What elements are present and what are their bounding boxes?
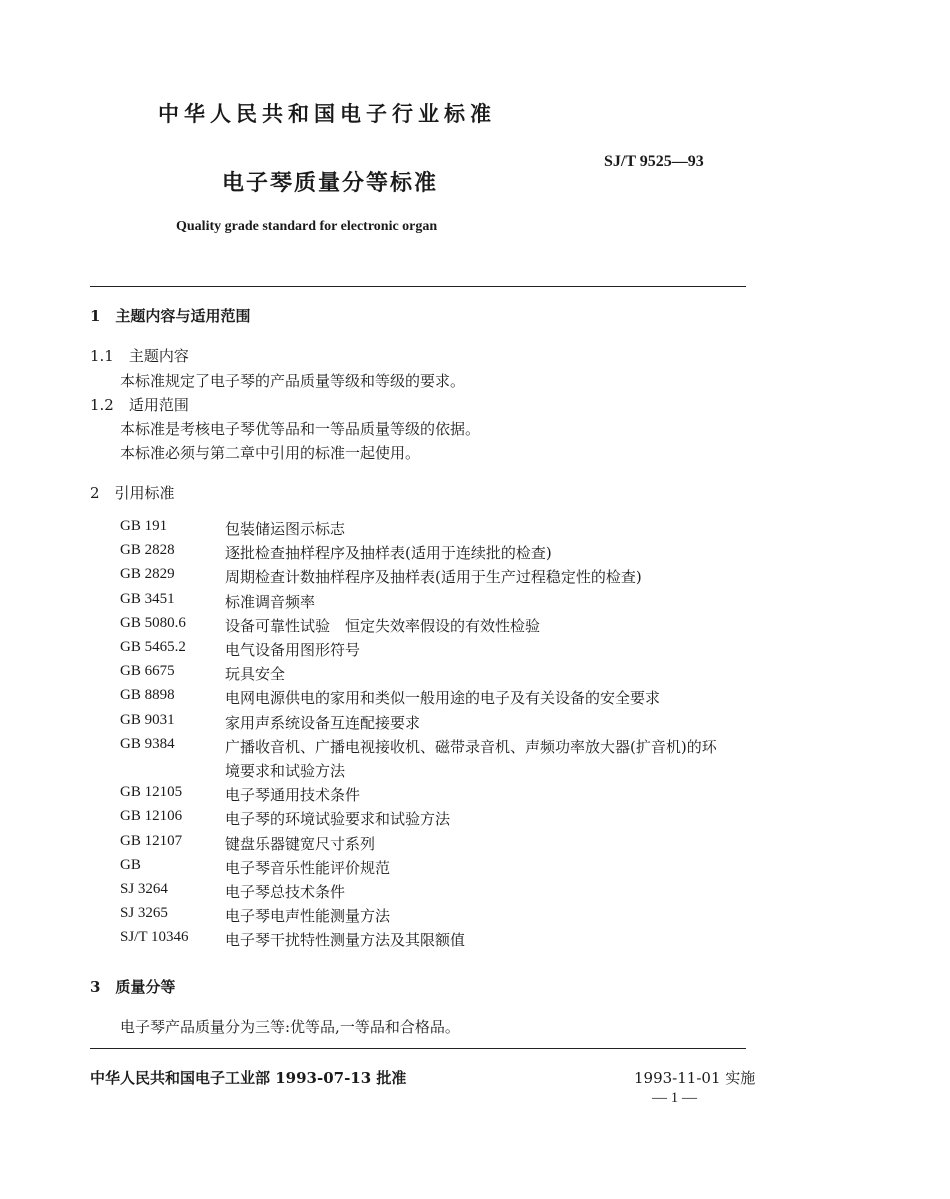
section-3-heading: 3 质量分等: [90, 978, 176, 996]
reference-title: 电子琴通用技术条件: [225, 786, 361, 804]
effective-date: 1993-11-01 实施: [634, 1069, 756, 1087]
reference-code: GB 5465.2: [120, 639, 186, 655]
reference-code: SJ/T 10346: [120, 929, 189, 945]
footer-divider: [90, 1048, 746, 1049]
header-divider: [90, 286, 746, 287]
reference-title: 家用声系统设备互连配接要求: [225, 714, 421, 732]
reference-title: 电子琴的环境试验要求和试验方法: [225, 810, 451, 828]
reference-title: 电子琴音乐性能评价规范: [225, 859, 391, 877]
reference-code: GB 5080.6: [120, 615, 186, 631]
reference-code: SJ 3265: [120, 905, 168, 921]
section-1-2-text-1: 本标准是考核电子琴优等品和一等品质量等级的依据。: [120, 420, 481, 438]
reference-code: SJ 3264: [120, 881, 168, 897]
reference-code: GB 2828: [120, 542, 175, 558]
reference-code: GB 2829: [120, 566, 175, 582]
reference-title: 电子琴干扰特性测量方法及其限额值: [225, 931, 466, 949]
reference-title: 包装储运图示标志: [225, 520, 346, 538]
standard-code: SJ/T 9525—93: [604, 153, 704, 170]
reference-title: 键盘乐器键宽尺寸系列: [225, 835, 376, 853]
document-title-english: Quality grade standard for electronic organ: [176, 219, 438, 234]
section-1-1-heading: 1.1 主题内容: [90, 347, 189, 365]
approval-note: 中华人民共和国电子工业部 1993-07-13 批准: [90, 1069, 407, 1087]
reference-title: 境要求和试验方法: [225, 762, 346, 780]
section-1-heading: 1 主题内容与适用范围: [90, 307, 251, 325]
section-1-2-heading: 1.2 适用范围: [90, 396, 189, 414]
reference-code: GB 8898: [120, 687, 175, 703]
section-1-2-text-2: 本标准必须与第二章中引用的标准一起使用。: [120, 444, 421, 462]
reference-code: GB 6675: [120, 663, 175, 679]
reference-code: GB 191: [120, 518, 168, 534]
reference-title: 电子琴电声性能测量方法: [225, 907, 391, 925]
reference-code: GB 9031: [120, 712, 175, 728]
section-1-1-text: 本标准规定了电子琴的产品质量等级和等级的要求。: [120, 372, 466, 390]
reference-title: 电气设备用图形符号: [225, 641, 361, 659]
reference-code: GB 12107: [120, 833, 183, 849]
reference-code: GB 12105: [120, 784, 183, 800]
reference-title: 广播收音机、广播电视接收机、磁带录音机、声频功率放大器(扩音机)的环: [225, 738, 717, 756]
reference-code: GB 12106: [120, 808, 183, 824]
reference-title: 玩具安全: [225, 665, 286, 683]
reference-title: 标准调音频率: [225, 593, 316, 611]
document-title: 电子琴质量分等标准: [222, 170, 439, 196]
issuing-body-title: 中华人民共和国电子行业标准: [158, 101, 496, 126]
reference-code: GB: [120, 857, 141, 873]
reference-title: 电子琴总技术条件: [225, 883, 346, 901]
reference-title: 周期检查计数抽样程序及抽样表(适用于生产过程稳定性的检查): [225, 568, 642, 586]
reference-code: GB 9384: [120, 736, 175, 752]
page-number: — 1 —: [652, 1090, 697, 1106]
section-2-heading: 2 引用标准: [90, 484, 175, 502]
reference-code: GB 3451: [120, 591, 175, 607]
reference-title: 设备可靠性试验 恒定失效率假设的有效性检验: [225, 617, 541, 635]
reference-title: 电网电源供电的家用和类似一般用途的电子及有关设备的安全要求: [225, 689, 661, 707]
reference-title: 逐批检查抽样程序及抽样表(适用于连续批的检查): [225, 544, 552, 562]
section-3-text: 电子琴产品质量分为三等:优等品,一等品和合格品。: [120, 1018, 460, 1036]
